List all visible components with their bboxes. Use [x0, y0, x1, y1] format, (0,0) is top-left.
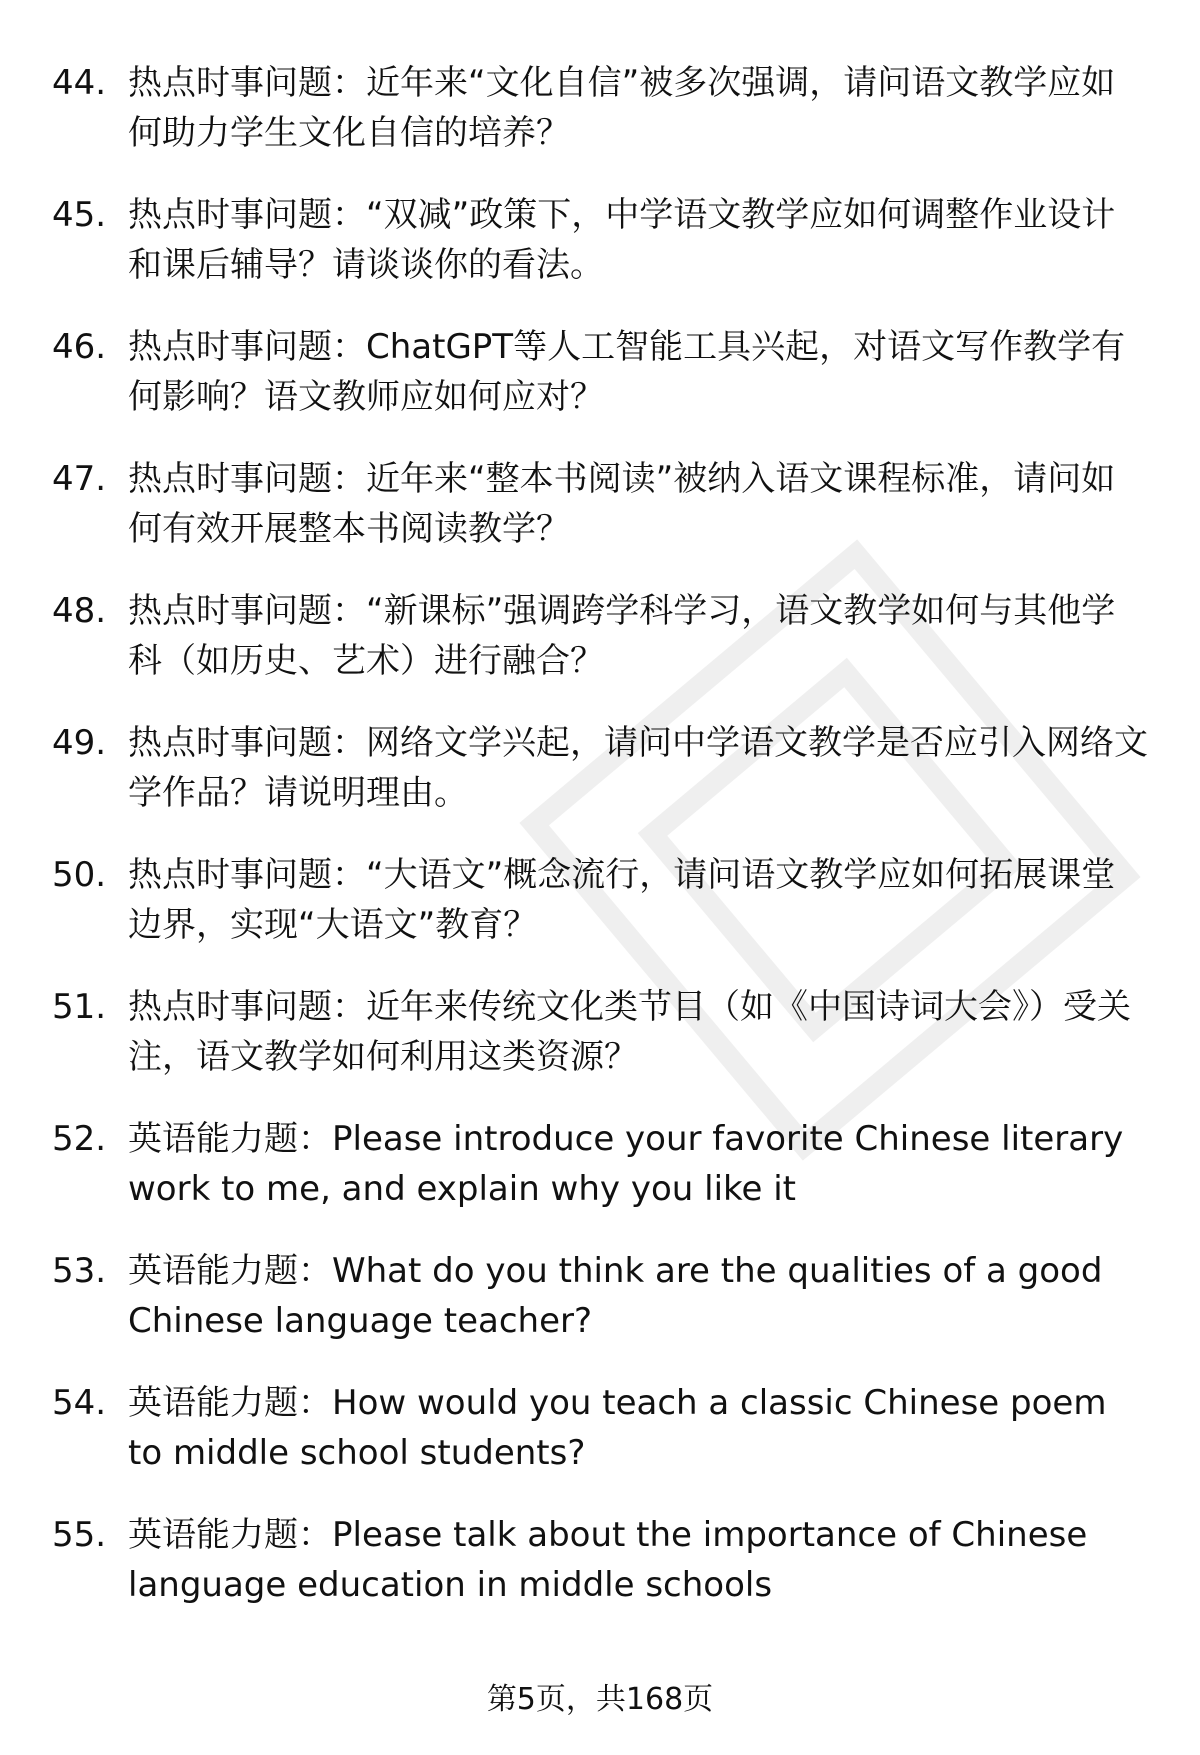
question-text: 热点时事问题：网络文学兴起，请问中学语文教学是否应引入网络文学作品？请说明理由。 — [128, 723, 1148, 813]
question-number: 54. — [52, 1383, 107, 1423]
question-text: 热点时事问题：“双减”政策下，中学语文教学应如何调整作业设计和课后辅导？请谈谈你的看法。 — [128, 195, 1116, 285]
question-number: 45. — [52, 195, 107, 235]
question-number: 46. — [52, 327, 107, 367]
page-number: 第5页，共168页 — [486, 1682, 714, 1717]
question-number: 51. — [52, 987, 107, 1027]
question-text: 英语能力题：Please introduce your favorite Chinese literary work to me, and explain why you like it — [128, 1119, 1124, 1209]
list-item — [52, 1246, 1152, 1378]
question-number: 53. — [52, 1251, 107, 1291]
question-text: 热点时事问题：近年来“文化自信”被多次强调，请问语文教学应如何助力学生文化自信的培养？ — [128, 63, 1116, 153]
question-text: 英语能力题：What do you think are the qualities of a good Chinese language teacher? — [128, 1251, 1103, 1341]
list-item — [52, 850, 1152, 982]
question-number: 49. — [52, 723, 107, 763]
question-number: 47. — [52, 459, 107, 499]
list-item — [52, 454, 1152, 586]
list-item — [52, 1114, 1152, 1246]
list-item — [52, 322, 1152, 454]
list-item — [52, 982, 1152, 1114]
question-text: 英语能力题：Please talk about the importance of Chinese language education in middle schools — [128, 1515, 1088, 1605]
question-number: 55. — [52, 1515, 107, 1555]
question-number: 48. — [52, 591, 107, 631]
list-item — [52, 190, 1152, 322]
list-item — [52, 586, 1152, 718]
question-number: 52. — [52, 1119, 107, 1159]
question-text: 热点时事问题：近年来传统文化类节目（如《中国诗词大会》）受关注，语文教学如何利用这类资源？ — [128, 987, 1131, 1077]
question-number: 50. — [52, 855, 107, 895]
question-text: 热点时事问题：近年来“整本书阅读”被纳入语文课程标准，请问如何有效开展整本书阅读教学？ — [128, 459, 1116, 549]
question-text: 英语能力题：How would you teach a classic Chinese poem to middle school students? — [128, 1383, 1107, 1473]
list-item — [52, 1510, 1152, 1642]
list-item — [52, 58, 1152, 190]
question-text: 热点时事问题：ChatGPT等人工智能工具兴起，对语文写作教学有何影响？语文教师应如何应对？ — [128, 327, 1126, 417]
list-item — [52, 718, 1152, 850]
question-list — [52, 58, 1152, 1642]
question-number: 44. — [52, 63, 107, 103]
question-text: 热点时事问题：“大语文”概念流行，请问语文教学应如何拓展课堂边界，实现“大语文”教育？ — [128, 855, 1116, 945]
list-item — [52, 1378, 1152, 1510]
question-text: 热点时事问题：“新课标”强调跨学科学习，语文教学如何与其他学科（如历史、艺术）进行融合？ — [128, 591, 1116, 681]
